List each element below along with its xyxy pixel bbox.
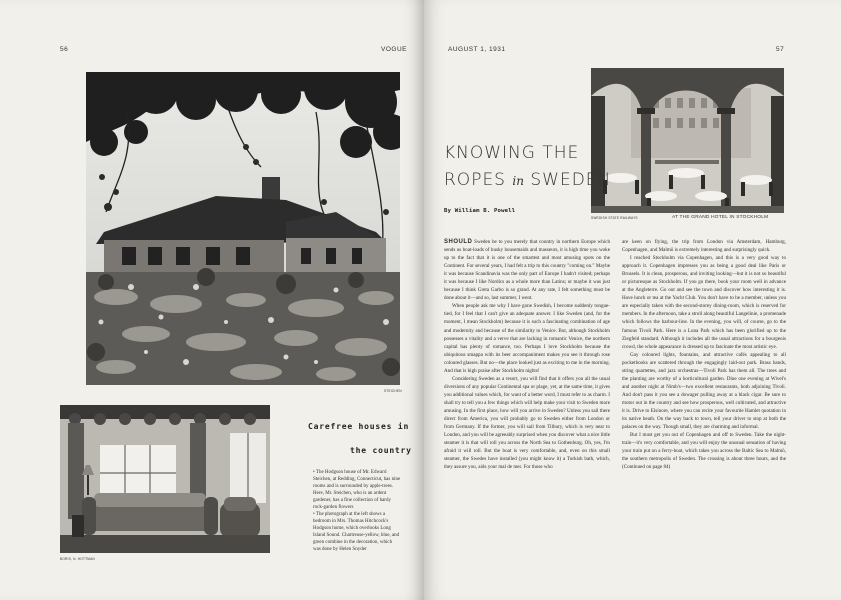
article-paragraph-3: Considering Sweden as a resort, you will find that it offers you all the usual diversions of any popular Continental spa or plage, yet, at the same time, it gives you additional values which, for want of a better word, I must refer to as charm. I shall try to tell you a few things which will help make your visit to Sweden more amusing. In the first place, how will you arrive in Sweden? Unless you sail there direct from America, you will probably go to Sweden either from London or from Germany. If the former, you will sail from Tilbury, which is very near to London, and you will be agreeably surprised when you discover what a nice little steamer it is that will roll you across the North Sea to Gothenburg. Oh, yes, I'm afraid it will roll. But the boat is very comfortable, and, even on this small steamer, the Swedes have installed (you might know it) a Turkish bath, which, they assure you, aids your mal de mer. For those who: [444, 375, 610, 471]
article-paragraph-4: are keen on flying, the trip from London via Amsterdam, Hamburg, Copenhagen, and Malmö is extremely interesting and surprisingly quick.: [622, 239, 786, 254]
caption-bedroom: • The photograph at the left shows a bedroom in Mrs. Thomas Hitchcock's Hodgson home, which overlooks Long Island Sound. Chartreuse-yellow, blue, and green combine in the decoration, which was done by Helen Snyder: [313, 512, 400, 552]
hotel-photo-credit: SWEDISH STATE RAILWAYS: [591, 216, 638, 220]
headline-sweden: SWEDEN: [530, 170, 612, 190]
right-folio-number: 57: [776, 46, 785, 53]
headline-line2: [444, 170, 611, 190]
article-column-1: [444, 238, 610, 471]
article-paragraph-1: SHOULD Sweden be to you merely that country in northern Europe which sends us boat-loads of husky housemaids and masseurs, it is high time you woke up to the fact that it is one of the smartest and most amusing spots on the Continent. For several years, I had felt a trip to this country "coming on." Maybe it was because Scandinavia was the only part of Europe I hadn't visited; perhaps it was because I like Nordics as a whole more than Latins; or maybe it was just because I think Greta Garbo is so grand. At any rate, I felt something must be done about it—and so, last summer, I went.: [444, 239, 610, 302]
caption-house: • The Hodgson house of Mr. Edward Steichen, at Redding, Connecticut, has nine rooms and is surrounded by apple-trees. Here, Mr. Steichen, who is an ardent gardener, has a fine collection of hardy rock-garden flowers: [313, 470, 401, 510]
article-paragraph-5: I reached Stockholm via Copenhagen, and this is a very good way to approach it. Copenhagen impresses you as being a good deal like Paris or Brussels. It is clean, prosperous, and inviting looking—but it is not so beautiful or picturesque as Stockholm. If you go there, book your room well in advance at the Angleterre. Go out and see the town and discover how interesting it is. Have lunch or tea at the Yacht Club. You don't have to be a member, unless you are especially taken with the second-storey dining-room, which is reserved for members. In the afternoon, take a stroll along beautiful Langelinie, a promenade which follows the harbour-line. In the evening, you will, of course, go to the famous Tivoli Park. Here is a Luna Park which has been glorified up to the Ziegfeld standard. Although it includes all the usual attractions for a bourgeois crowd, the whole appearance is dressed up to fascinate the most artistic eye.: [622, 255, 786, 350]
photo-captions: [313, 470, 401, 555]
right-page: [424, 0, 841, 600]
house-garden-illustration: [86, 72, 400, 385]
bottom-photo-credit: BORIS, N. HOTTMAN: [60, 557, 95, 561]
headline-line1: KNOWING THE: [444, 143, 580, 163]
grand-hotel-illustration: [591, 68, 784, 213]
article-dropcap: SHOULD: [444, 239, 473, 245]
hotel-photo-caption: AT THE GRAND HOTEL IN STOCKHOLM: [672, 215, 769, 220]
grand-hotel-photo: [591, 68, 784, 213]
bedroom-illustration: [60, 405, 270, 553]
bedroom-photo: [60, 405, 270, 553]
right-folio-date: AUGUST 1, 1931: [448, 46, 506, 53]
top-photo-credit: STEICHEN: [384, 389, 402, 393]
left-folio-magazine: VOGUE: [381, 46, 407, 53]
section-subtitle-line2: the country: [350, 446, 412, 455]
article-byline: By William B. Powell: [444, 208, 516, 214]
article-paragraph-2: When people ask me why I have gone Swedish, I become suddenly tongue-tied, for I feel that I can't give an adequate answer. I like Sweden (and, for the moment, I mean Stockholm) because it is such a fascinating combination of age and modernity and because of the similarity to Venice. But, although Stockholm possesses a vitality and a verve that are lacking in romantic Venice, the northern capital has plenty of romance, too. Perhaps I love Stockholm because the ubiquitous smappa with its beer accompaniment makes you see it through rose coloured glasses. But no—the place looked just as exciting to me in the morning. And that is high praise after Stockholm nights!: [444, 303, 610, 374]
article-column-2: [622, 238, 786, 471]
house-garden-photo: [86, 72, 400, 385]
headline-ropes: ROPES: [444, 170, 506, 190]
section-subtitle-line1: Carefree houses in: [308, 422, 410, 431]
headline-in: in: [512, 174, 524, 188]
article-paragraph-7: But I must get you out of Copenhagen and off to Sweden. Take the night-train—it's very comfortable, and you will enjoy the unusual sensation of having your train put on a ferry-boat, which takes you across the Baltic Sea to Malmö, the southern metropolis of Sweden. The crossing is about three hours, and the (Continued on page 84): [622, 432, 786, 471]
article-paragraph-6: Gay coloured lights, fountains, and attractive cafés appealing to all pocketbooks are scattered through the engagingly laid-out park. Brass bands, string quartettes, and jazz orchestras—Tivoli Park has them all. The trees and the planting are worthy of a horticultural garden. Dine one evening at Wivel's and another night at Nimb's—two excellent restaurants, both adjoining Tivoli. And don't pass it you see a dowager pulling away at a black cigar. Be sure to motor out in the country and see how prosperous, well cultivated, and attractive it is. Drive to Elsinore, where you can recite your favourite Hamlet quotation in its native heath. On the way back to town, tell your driver to stop at both the palaces on the way. Though small, they are charming and informal.: [622, 351, 786, 431]
left-folio-number: 56: [60, 46, 69, 53]
